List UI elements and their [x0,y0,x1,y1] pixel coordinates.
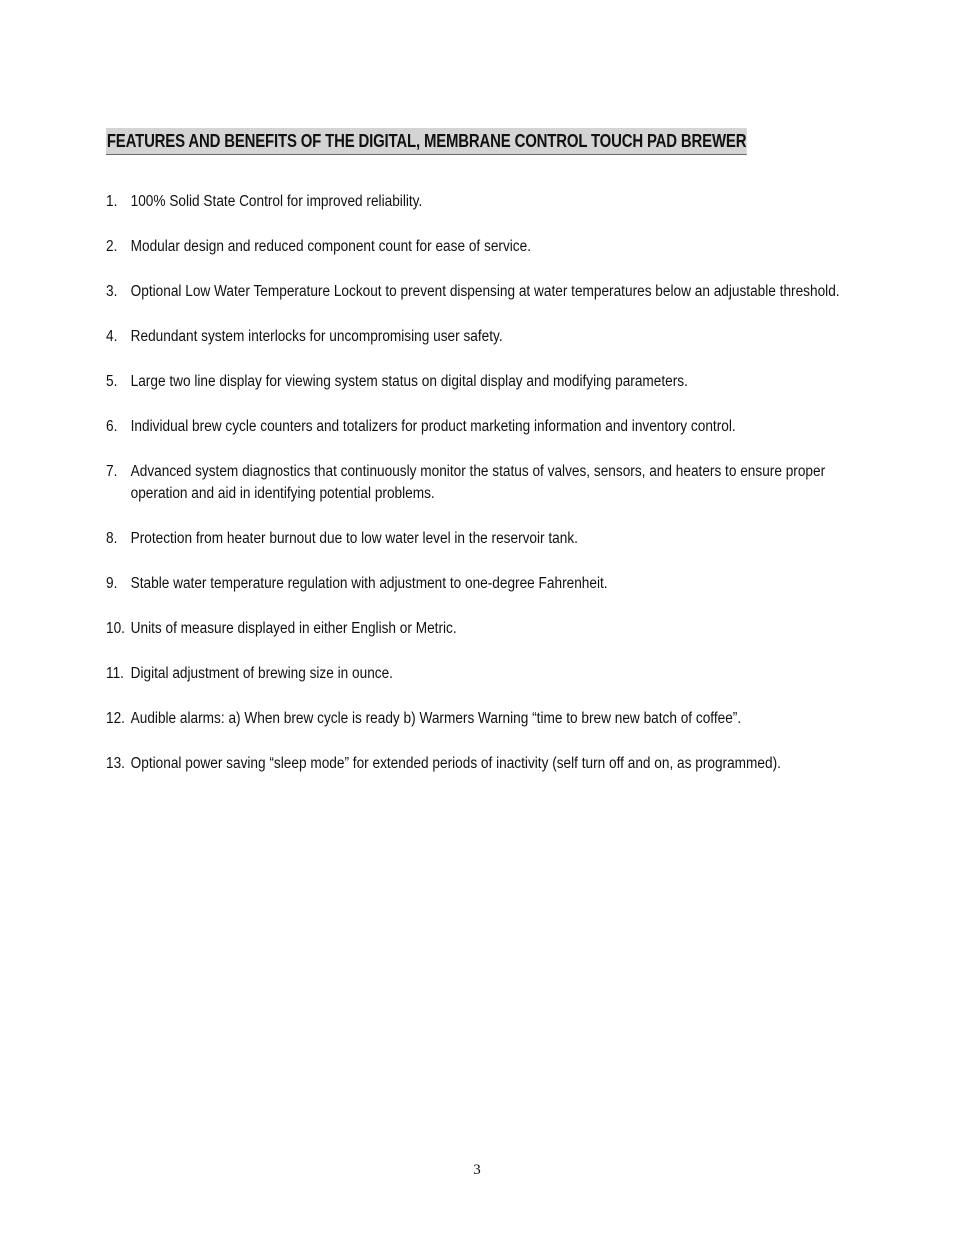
feature-number: 11. [106,665,124,682]
page-heading: FEATURES AND BENEFITS OF THE DIGITAL, MEMBRANE CONTROL TOUCH PAD BREWER [106,128,747,155]
features-list [106,191,906,798]
feature-item [106,326,880,348]
feature-text: Optional power saving “sleep mode” for extended periods of inactivity (self turn off and on, as programmed). [130,755,781,772]
feature-number: 5. [106,373,118,390]
feature-text: Individual brew cycle counters and totalizers for product marketing information and inventory control. [130,418,736,435]
feature-item [106,573,880,595]
feature-number: 6. [106,418,118,435]
feature-number: 12. [106,710,125,727]
feature-number: 1. [106,193,118,210]
feature-text: Units of measure displayed in either English or Metric. [130,620,457,637]
feature-number: 9. [106,575,118,592]
feature-item [106,708,880,730]
feature-item [106,191,880,213]
feature-number: 4. [106,328,118,345]
feature-text: Audible alarms: a) When brew cycle is ready b) Warmers Warning “time to brew new batch of coffee”. [130,710,742,727]
feature-item [106,461,880,505]
feature-number: 2. [106,238,118,255]
feature-item [106,416,880,438]
feature-text: Modular design and reduced component count for ease of service. [130,238,531,255]
feature-text: Advanced system diagnostics that continuously monitor the status of valves, sensors, and heaters to ensure proper operation and aid in identifying potential problems. [130,463,826,502]
feature-item [106,618,880,640]
feature-text: Stable water temperature regulation with adjustment to one-degree Fahrenheit. [130,575,608,592]
feature-number: 7. [106,463,118,480]
feature-item [106,236,880,258]
feature-text: Protection from heater burnout due to low water level in the reservoir tank. [130,530,578,547]
feature-text: Redundant system interlocks for uncompromising user safety. [130,328,503,345]
feature-item [106,753,880,775]
feature-text: Large two line display for viewing system status on digital display and modifying parameters. [130,373,688,390]
feature-item [106,528,880,550]
feature-item [106,663,880,685]
feature-text: Digital adjustment of brewing size in ounce. [130,665,393,682]
feature-text: Optional Low Water Temperature Lockout to prevent dispensing at water temperatures below an adjustable threshold. [130,283,840,300]
feature-number: 10. [106,620,125,637]
feature-item [106,281,880,303]
feature-text: 100% Solid State Control for improved reliability. [130,193,423,210]
feature-number: 3. [106,283,118,300]
feature-item [106,371,880,393]
feature-number: 8. [106,530,118,547]
feature-number: 13. [106,755,125,772]
page-number: 3 [473,1162,481,1178]
